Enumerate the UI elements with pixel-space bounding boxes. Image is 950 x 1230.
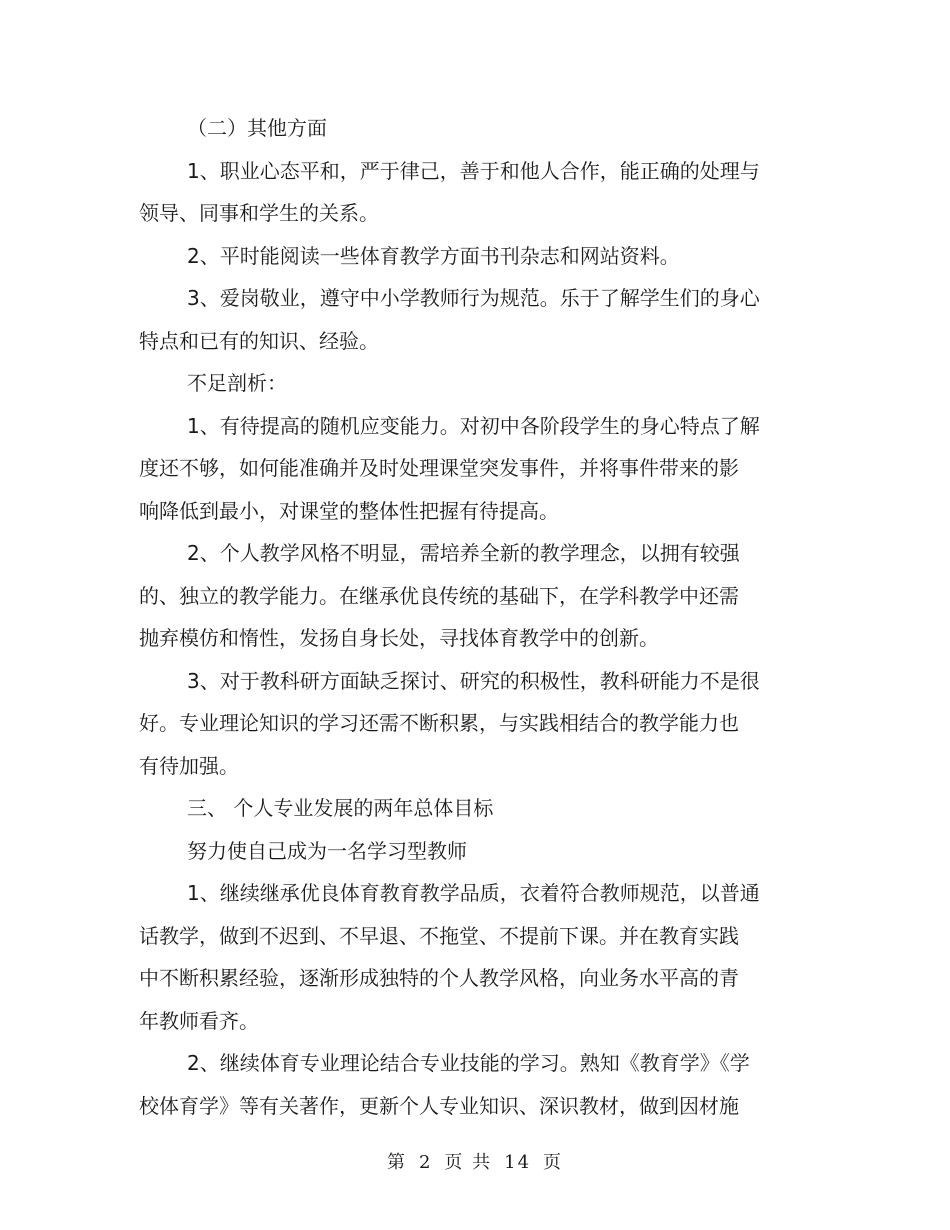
footer-total-pages: 14 xyxy=(504,1152,532,1173)
paragraph xyxy=(139,277,779,362)
paragraph xyxy=(139,235,779,278)
paragraph-line: 话教学，做到不迟到、不早退、不拖堂、不提前下课。并在教育实践 xyxy=(139,923,739,948)
paragraph xyxy=(139,107,779,150)
paragraph xyxy=(139,405,779,533)
paragraph-line: 特点和已有的知识、经验。 xyxy=(139,328,379,353)
paragraph-line: 2、继续体育专业理论结合专业技能的学习。熟知《教育学》《学 xyxy=(187,1051,750,1075)
footer-page-number: 2 xyxy=(418,1152,433,1173)
paragraph-line: 3、爱岗敬业，遵守中小学教师行为规范。乐于了解学生们的身心 xyxy=(187,286,760,310)
paragraph-line: 1、职业心态平和，严于律己，善于和他人合作，能正确的处理与 xyxy=(187,158,760,183)
paragraph-line: 中不断积累经验，逐渐形成独特的个人教学风格，向业务水平高的青 xyxy=(139,966,739,990)
paragraph-line: 响降低到最小，对课堂的整体性把握有待提高。 xyxy=(139,498,559,523)
paragraph-line: 的、独立的教学能力。在继承优良传统的基础下，在学科教学中还需 xyxy=(139,583,739,608)
footer-middle: 页 共 xyxy=(444,1152,493,1173)
paragraph-line: 领导、同事和学生的关系。 xyxy=(139,201,379,225)
paragraph xyxy=(139,532,779,660)
footer-suffix: 页 xyxy=(543,1152,564,1173)
paragraph-line: 年教师看齐。 xyxy=(139,1008,259,1033)
paragraph xyxy=(139,787,779,830)
paragraph-line: 努力使自己成为一名学习型教师 xyxy=(187,838,467,863)
paragraph-line: 2、个人教学风格不明显，需培养全新的教学理念，以拥有较强 xyxy=(187,541,740,565)
paragraph xyxy=(139,150,779,235)
paragraph-line: 1、有待提高的随机应变能力。对初中各阶段学生的身心特点了解 xyxy=(187,413,760,438)
document-body xyxy=(139,107,779,1127)
paragraph-line: 好。专业理论知识的学习还需不断积累，与实践相结合的教学能力也 xyxy=(139,711,739,735)
footer-prefix: 第 xyxy=(386,1152,407,1173)
paragraph-line: 校体育学》等有关著作，更新个人专业知识、深识教材，做到因材施 xyxy=(139,1093,739,1118)
paragraph-line: 3、对于教科研方面缺乏探讨、研究的积极性，教科研能力不是很 xyxy=(187,668,760,693)
paragraph xyxy=(139,1042,779,1127)
page-footer xyxy=(0,1148,950,1174)
paragraph-line: 1、继续继承优良体育教育教学品质，衣着符合教师规范，以普通 xyxy=(187,881,760,905)
paragraph xyxy=(139,872,779,1042)
paragraph-line: 三、 个人专业发展的两年总体目标 xyxy=(187,796,494,820)
paragraph xyxy=(139,830,779,873)
paragraph xyxy=(139,362,779,405)
paragraph xyxy=(139,660,779,788)
paragraph-line: （二）其他方面 xyxy=(187,116,327,140)
paragraph-line: 有待加强。 xyxy=(139,753,239,778)
paragraph-line: 度还不够，如何能准确并及时处理课堂突发事件，并将事件带来的影 xyxy=(139,456,739,480)
paragraph-line: 不足剖析： xyxy=(187,371,287,395)
paragraph-line: 2、平时能阅读一些体育教学方面书刊杂志和网站资料。 xyxy=(187,243,680,268)
paragraph-line: 抛弃模仿和惰性，发扬自身长处，寻找体育教学中的创新。 xyxy=(139,626,659,650)
